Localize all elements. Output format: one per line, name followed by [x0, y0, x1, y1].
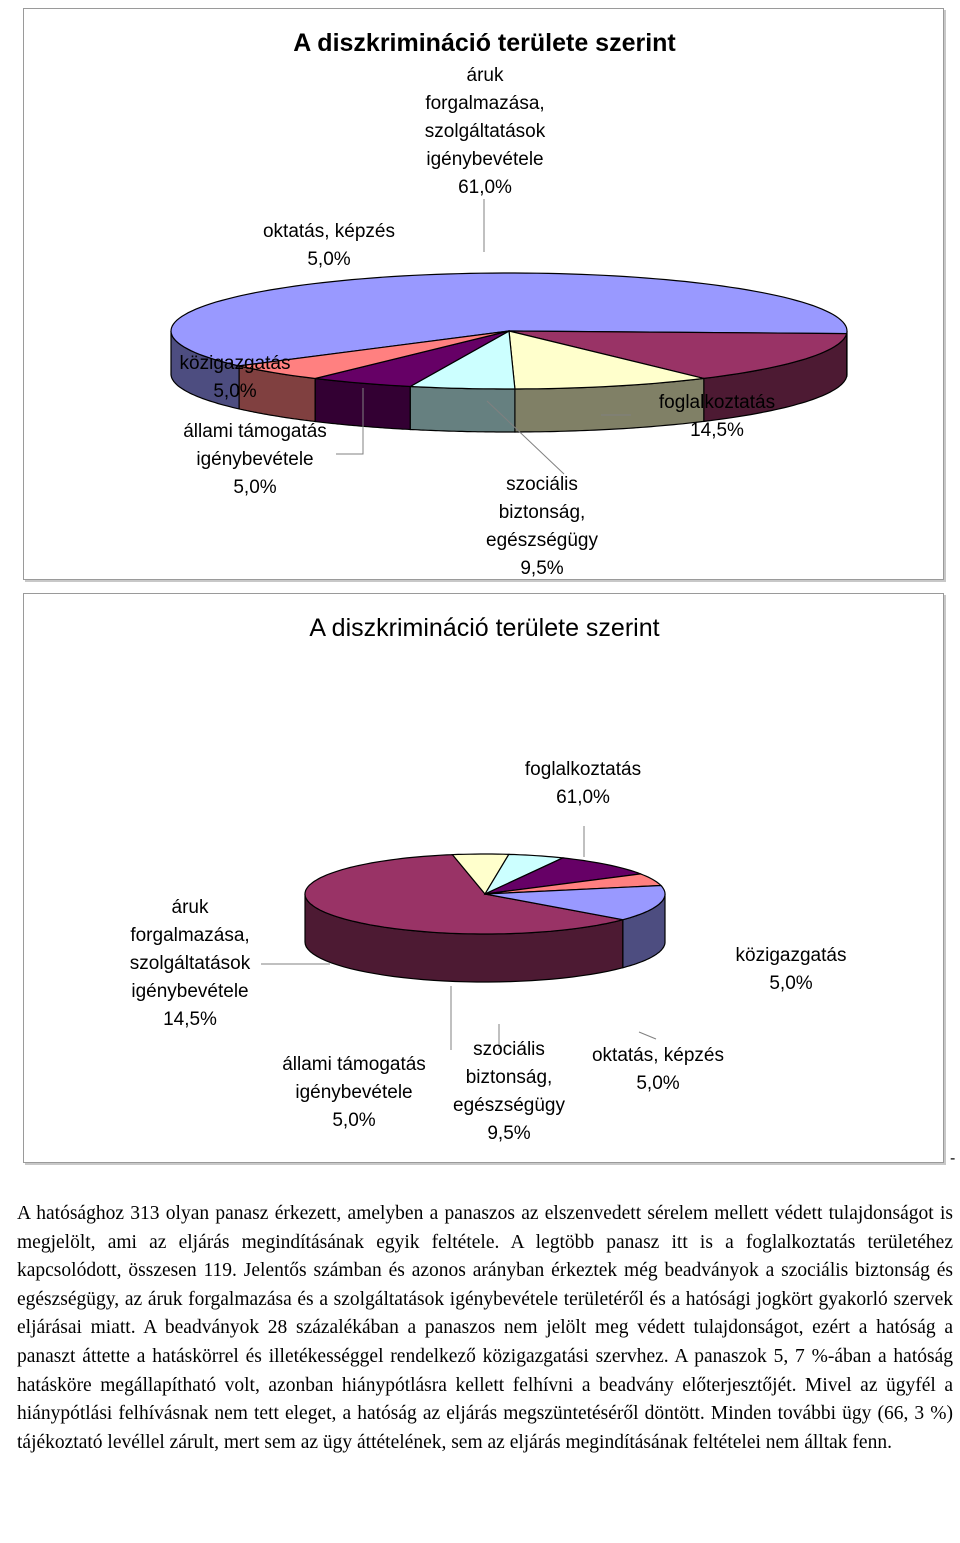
slice-label-foglalkoztatas: foglalkoztatás 61,0% — [524, 759, 642, 808]
chart-title: A diszkrimináció területe szerint — [293, 29, 676, 57]
slice-label-szocialis: szociális biztonság, egészségügy 9,5% — [486, 474, 598, 579]
slice-label-foglalkoztatas: foglalkoztatás 14,5% — [658, 392, 776, 441]
pie-chart-2 — [23, 593, 944, 1163]
slice-label-aruk: áruk forgalmazása, szolgáltatások igénybevétele 14,5% — [129, 897, 251, 1030]
slice-label-kozigazgatas: közigazgatás 5,0% — [735, 945, 847, 994]
slice-label-aruk: áruk forgalmazása, szolgáltatások igénybevétele 61,0% — [424, 65, 546, 198]
slice-label-allami: állami támogatás igénybevétele 5,0% — [282, 1054, 426, 1131]
slice-label-allami: állami támogatás igénybevétele 5,0% — [183, 421, 327, 498]
slice-label-szocialis: szociális biztonság, egészségügy 9,5% — [453, 1039, 565, 1144]
slice-label-oktatas: oktatás, képzés 5,0% — [262, 221, 396, 270]
slice-label-kozigazgatas: közigazgatás 5,0% — [179, 353, 291, 402]
chart-title: A diszkrimináció területe szerint — [309, 614, 660, 642]
pie-chart-1 — [23, 8, 944, 580]
body-paragraph: A hatósághoz 313 olyan panasz érkezett, amelyben a panaszos az elszenvedett sérelem mellett védett tulajdonságot is megjelölt, ami az eljárás megindításának egyik feltétele. A legtöbb panasz itt is a foglalkoztatás területéhez kapcsolódott, összesen 119. Jelentős számban és azonos arányban érkeztek még beadványok a szociális biztonság és egészségügy, az áruk forgalmazása és a szolgáltatások igénybevétele területéről és a hatósági jogkört gyakorló szervek eljárásai miatt. A beadványok 28 százalékában a panaszos nem jelölt meg védett tulajdonságot, ezért a hatóság a panaszt áttette a hatáskörrel és illetékességgel rendelkező közigazgatási szervhez. A panaszok 5, 7 %-ában a hatóság hatásköre megállapítható volt, azonban hiánypótlásra kellett felhívni a beadvány előterjesztőjét. Mivel az ügyfél a hiánypótlási felhívásnak nem tett eleget, a hatóság az eljárás megszüntetéséről döntött. Minden további ügy (66, 3 %) tájékoztató levéllel zárult, mert sem az ügy áttételének, sem az eljárás megindításának feltételei nem álltak fenn. — [17, 1203, 953, 1453]
pie-side — [410, 387, 515, 433]
leader-line — [639, 1032, 656, 1039]
separator-mark: - — [950, 1150, 956, 1167]
slice-label-oktatas: oktatás, képzés 5,0% — [591, 1045, 725, 1094]
